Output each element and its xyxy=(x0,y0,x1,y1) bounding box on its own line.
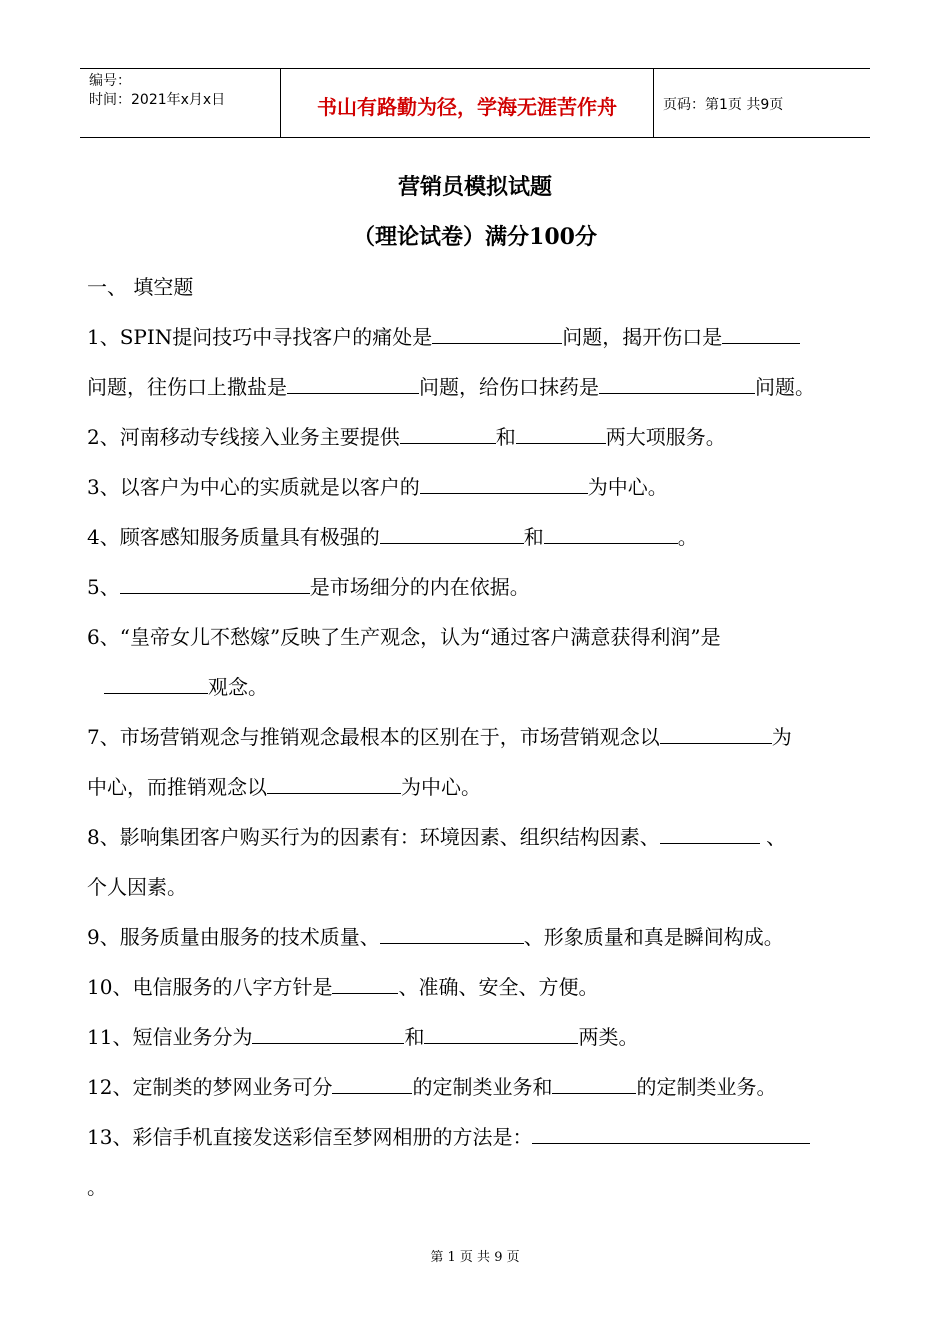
motto: 书山有路勤为径，学海无涯苦作舟 xyxy=(281,69,654,137)
answer-blank[interactable] xyxy=(660,823,760,844)
question-line xyxy=(87,821,786,850)
answer-blank[interactable] xyxy=(432,323,562,344)
answer-blank[interactable] xyxy=(424,1023,578,1044)
question-text: 6、“皇帝女儿不愁嫁”反映了生产观念，认为“通过客户满意获得利润”是 xyxy=(87,625,721,649)
question-text: 3、以客户为中心的实质就是以客户的 xyxy=(87,475,420,499)
number-label: 编号： xyxy=(89,73,131,89)
question-text: 的定制类业务。 xyxy=(636,1075,777,1099)
question-text: 是市场细分的内在依据。 xyxy=(309,575,530,599)
answer-blank[interactable] xyxy=(599,373,755,394)
question-text: 、 xyxy=(759,825,787,849)
page-subtitle: （理论试卷）满分100分 xyxy=(353,224,597,250)
page-footer: 第 1 页 共 9 页 xyxy=(430,1250,520,1265)
question-text: 观念。 xyxy=(208,675,268,699)
question-text: 和 xyxy=(495,425,516,449)
answer-blank[interactable] xyxy=(332,1073,412,1094)
question-line xyxy=(87,621,721,650)
question-text: 4、顾客感知服务质量具有极强的 xyxy=(87,525,380,549)
question-text: 9、服务质量由服务的技术质量、 xyxy=(87,925,380,949)
question-text: 两类。 xyxy=(578,1025,639,1049)
question-text: 。 xyxy=(87,1175,107,1199)
question-line xyxy=(87,371,815,400)
question-text: 13、彩信手机直接发送彩信至梦网相册的方法是： xyxy=(87,1125,533,1149)
answer-blank[interactable] xyxy=(532,1123,810,1144)
question-line xyxy=(87,871,187,900)
question-line xyxy=(87,721,792,750)
answer-blank[interactable] xyxy=(516,423,606,444)
question-text: 8、影响集团客户购买行为的因素有：环境因素、组织结构因素、 xyxy=(87,825,660,849)
question-text: 10、电信服务的八字方针是 xyxy=(87,975,333,999)
question-text: 为中心。 xyxy=(587,475,668,499)
answer-blank[interactable] xyxy=(332,973,398,994)
section-heading: 一、 填空题 xyxy=(87,275,194,299)
question-text: 中心，而推销观念以 xyxy=(87,775,267,799)
question-text: 问题，往伤口上撒盐是 xyxy=(87,375,287,399)
answer-blank[interactable] xyxy=(267,773,401,794)
question-text: 、形象质量和真是瞬间构成。 xyxy=(523,925,784,949)
answer-blank[interactable] xyxy=(120,573,310,594)
question-text: 问题，给伤口抹药是 xyxy=(419,375,599,399)
question-line xyxy=(87,1021,638,1050)
answer-blank[interactable] xyxy=(400,423,496,444)
question-text: 为中心。 xyxy=(401,775,481,799)
question-text: 2、河南移动专线接入业务主要提供 xyxy=(87,425,400,449)
question-text: 12、定制类的梦网业务可分 xyxy=(87,1075,333,1099)
question-line xyxy=(104,671,268,700)
question-text: 11、短信业务分为 xyxy=(87,1025,253,1049)
question-line xyxy=(87,1121,810,1150)
answer-blank[interactable] xyxy=(287,373,419,394)
question-text: 5、 xyxy=(87,575,120,599)
page-title: 营销员模拟试题 xyxy=(397,174,552,200)
answer-blank[interactable] xyxy=(104,673,208,694)
time-label: 时间：2021年x月x日 xyxy=(89,92,226,108)
question-line xyxy=(87,1071,776,1100)
page-label: 页码：第1页 共9页 xyxy=(663,97,784,113)
answer-blank[interactable] xyxy=(420,473,588,494)
question-line xyxy=(87,521,698,550)
header-table xyxy=(80,68,870,138)
question-text: 、准确、安全、方便。 xyxy=(398,975,599,999)
question-text: 和 xyxy=(523,525,544,549)
question-text: 两大项服务。 xyxy=(605,425,726,449)
question-line xyxy=(87,1171,107,1200)
answer-blank[interactable] xyxy=(544,523,678,544)
question-text: 1、SPIN提问技巧中寻找客户的痛处是 xyxy=(87,325,433,349)
question-text: 和 xyxy=(404,1025,425,1049)
answer-blank[interactable] xyxy=(380,523,524,544)
answer-blank[interactable] xyxy=(552,1073,636,1094)
question-text: 的定制类业务和 xyxy=(412,1075,553,1099)
question-line xyxy=(87,421,726,450)
question-line xyxy=(87,571,530,600)
question-line xyxy=(87,471,668,500)
question-line xyxy=(87,771,481,800)
question-line xyxy=(87,971,598,1000)
question-text: 7、市场营销观念与推销观念最根本的区别在于，市场营销观念以 xyxy=(87,725,660,749)
answer-blank[interactable] xyxy=(722,323,800,344)
question-text: 为 xyxy=(771,725,792,749)
question-line xyxy=(87,921,784,950)
header-info-cell xyxy=(80,69,281,137)
answer-blank[interactable] xyxy=(380,923,524,944)
question-line xyxy=(87,321,800,350)
question-text: 个人因素。 xyxy=(87,875,187,899)
answer-blank[interactable] xyxy=(660,723,772,744)
question-text: 问题。 xyxy=(755,375,815,399)
answer-blank[interactable] xyxy=(252,1023,404,1044)
question-text: 。 xyxy=(677,525,698,549)
question-text: 问题，揭开伤口是 xyxy=(562,325,723,349)
